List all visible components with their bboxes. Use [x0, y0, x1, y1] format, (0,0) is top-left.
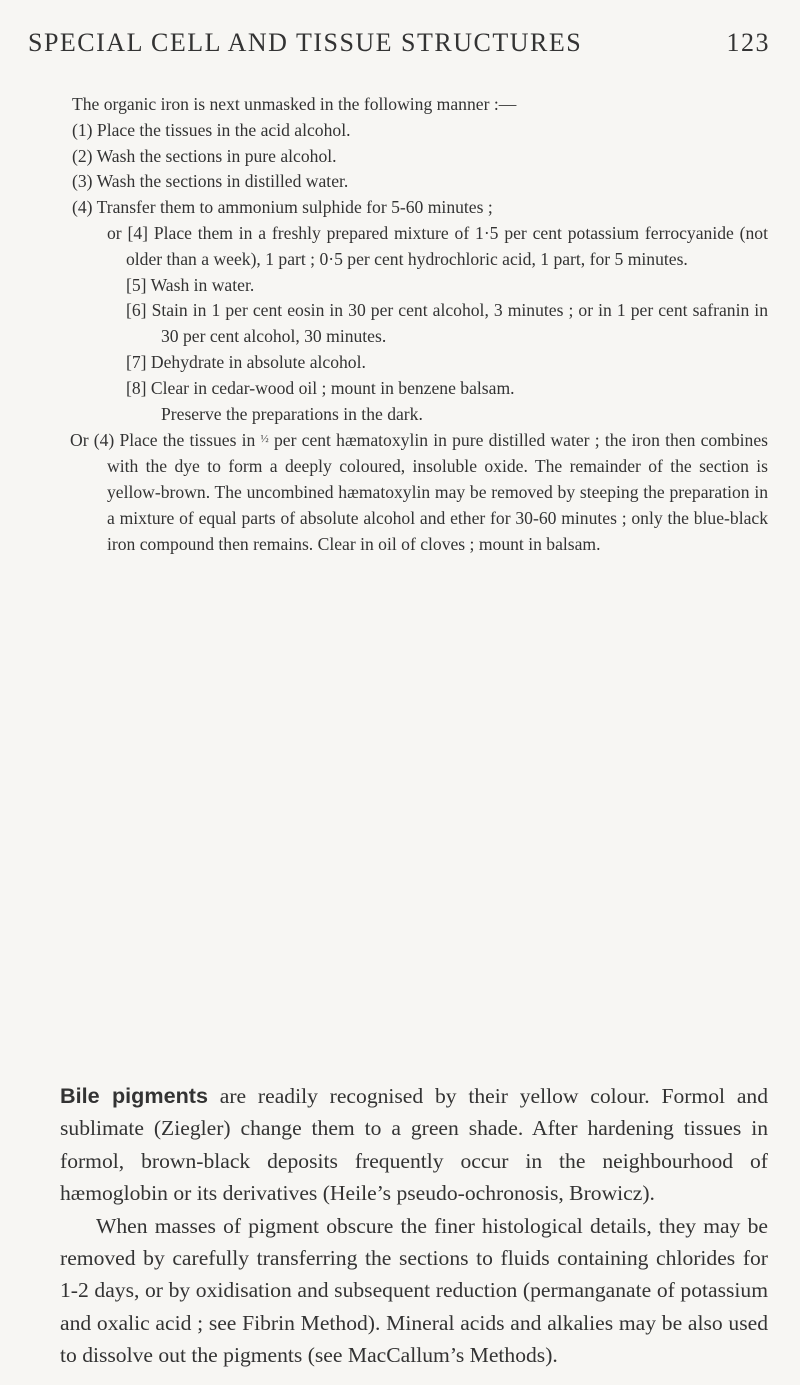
preserve-note: Preserve the preparations in the dark. [161, 403, 423, 424]
or-step-4 [70, 427, 768, 557]
bile-heading: Bile pigments [60, 1083, 208, 1108]
page-number: 123 [726, 28, 770, 57]
bile-paragraph-1-text: are readily recognised by their yellow colour. Formol and sublimate (Ziegler) change them to a green shade. After hardening tissues in formol, brown-black deposits frequently occur in the neighbourhood of hæmoglobin or its derivatives (Heile’s pseudo-ochronosis, Browicz). [60, 1084, 768, 1206]
fraction-half: ½ [260, 433, 269, 446]
method-step-4: (4) Transfer them to ammonium sulphide for 5-60 minutes ; [72, 197, 493, 218]
running-head-title: SPECIAL CELL AND TISSUE STRUCTURES [28, 28, 583, 57]
bile-paragraph-2: When masses of pigment obscure the finer histological details, they may be removed by carefully transferring the sections to fluids containing chlorides for 1-2 days, or by oxidisation and subsequent reduction (permanganate of potassium and oxalic acid ; see Fibrin Method). Mineral acids and alkalies may be also used to dissolve out the pigments (see MacCallum’s Methods). [60, 1213, 768, 1368]
method-step-2: (2) Wash the sections in pure alcohol. [72, 145, 337, 166]
or-step-4-start: Or (4) Place the tissues in [70, 430, 261, 451]
alt-step-8: [8] Clear in cedar-wood oil ; mount in benzene balsam. [126, 377, 515, 398]
alt-step-6: [6] Stain in 1 per cent eosin in 30 per cent alcohol, 3 minutes ; or in 1 per cent safranin in 30 per cent alcohol, 30 minutes. [126, 300, 768, 347]
method-step-3: (3) Wash the sections in distilled water. [72, 171, 349, 192]
running-head [28, 28, 770, 58]
bile-paragraph-1 [60, 1080, 768, 1210]
alt-step-4: or [4] Place them in a freshly prepared mixture of 1·5 per cent potassium ferrocyanide (not older than a week), 1 part ; 0·5 per cent hydrochloric acid, 1 part, for 5 minutes. [107, 222, 768, 269]
bile-pigments-section [60, 1080, 768, 1372]
alt-step-5: [5] Wash in water. [126, 274, 255, 295]
method-intro: The organic iron is next unmasked in the following manner :— [72, 94, 517, 114]
or-step-4-rest: per cent hæmatoxylin in pure distilled water ; the iron then combines with the dye to form a deeply coloured, insoluble oxide. The remainder of the section is yellow-brown. The uncombined hæmatoxylin may be removed by steeping the preparation in a mixture of equal parts of absolute alcohol and ether for 30-60 minutes ; only the blue-black iron compound then remains. Clear in oil of cloves ; mount in balsam. [107, 430, 769, 554]
method-section [72, 92, 768, 557]
method-step-1: (1) Place the tissues in the acid alcohol. [72, 119, 351, 140]
alt-step-7: [7] Dehydrate in absolute alcohol. [126, 351, 366, 372]
